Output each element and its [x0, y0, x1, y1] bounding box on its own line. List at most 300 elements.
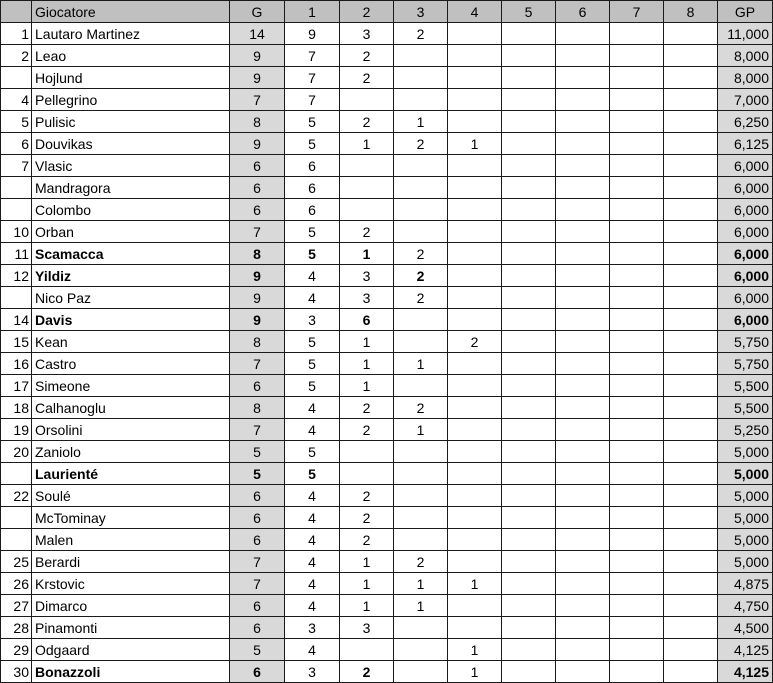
- count-cell-5: [502, 375, 556, 397]
- count-cell-3: [394, 309, 448, 331]
- count-cell-8: [664, 111, 718, 133]
- count-cell-4: [448, 221, 502, 243]
- count-cell-1: 5: [285, 133, 340, 155]
- g-cell: 5: [230, 441, 285, 463]
- count-cell-1: 4: [285, 573, 340, 595]
- table-row: [1, 45, 773, 67]
- count-cell-2: 2: [340, 221, 394, 243]
- count-cell-5: [502, 397, 556, 419]
- rank-cell: 25: [1, 551, 32, 573]
- count-cell-7: [610, 89, 664, 111]
- count-cell-1: 4: [285, 265, 340, 287]
- table-row: [1, 573, 773, 595]
- gp-cell: 5,000: [718, 463, 773, 485]
- count-cell-4: [448, 485, 502, 507]
- count-cell-5: [502, 89, 556, 111]
- count-cell-3: 1: [394, 573, 448, 595]
- count-cell-5: [502, 573, 556, 595]
- count-cell-4: [448, 45, 502, 67]
- count-cell-8: [664, 23, 718, 45]
- count-cell-4: [448, 529, 502, 551]
- table-row: [1, 199, 773, 221]
- count-cell-5: [502, 67, 556, 89]
- count-cell-6: [556, 199, 610, 221]
- count-cell-2: 2: [340, 661, 394, 683]
- gp-cell: 4,875: [718, 573, 773, 595]
- count-cell-3: [394, 617, 448, 639]
- count-cell-5: [502, 221, 556, 243]
- count-cell-2: 3: [340, 23, 394, 45]
- g-cell: 6: [230, 155, 285, 177]
- count-cell-7: [610, 309, 664, 331]
- count-cell-2: 2: [340, 67, 394, 89]
- header-row: [1, 1, 773, 23]
- count-cell-2: 1: [340, 595, 394, 617]
- count-cell-4: [448, 155, 502, 177]
- count-cell-3: [394, 199, 448, 221]
- header-col-6: 6: [556, 1, 610, 23]
- table-row: [1, 507, 773, 529]
- count-cell-6: [556, 287, 610, 309]
- count-cell-2: 1: [340, 573, 394, 595]
- count-cell-1: 9: [285, 23, 340, 45]
- count-cell-2: 2: [340, 507, 394, 529]
- count-cell-4: [448, 595, 502, 617]
- player-name-cell: Davis: [32, 309, 230, 331]
- count-cell-5: [502, 243, 556, 265]
- count-cell-3: [394, 89, 448, 111]
- count-cell-6: [556, 661, 610, 683]
- count-cell-4: 1: [448, 661, 502, 683]
- player-name-cell: Douvikas: [32, 133, 230, 155]
- count-cell-1: 4: [285, 529, 340, 551]
- count-cell-1: 7: [285, 67, 340, 89]
- count-cell-3: [394, 639, 448, 661]
- count-cell-1: 3: [285, 617, 340, 639]
- player-name-cell: Vlasic: [32, 155, 230, 177]
- gp-cell: 5,000: [718, 507, 773, 529]
- player-name-cell: Orban: [32, 221, 230, 243]
- count-cell-8: [664, 551, 718, 573]
- player-name-cell: Laurienté: [32, 463, 230, 485]
- count-cell-8: [664, 573, 718, 595]
- gp-cell: 4,500: [718, 617, 773, 639]
- count-cell-4: [448, 353, 502, 375]
- count-cell-8: [664, 617, 718, 639]
- count-cell-5: [502, 287, 556, 309]
- count-cell-6: [556, 133, 610, 155]
- rank-cell: 22: [1, 485, 32, 507]
- count-cell-2: [340, 199, 394, 221]
- count-cell-3: 2: [394, 133, 448, 155]
- table-row: [1, 529, 773, 551]
- player-name-cell: Berardi: [32, 551, 230, 573]
- header-rank: [1, 1, 32, 23]
- header-col-7: 7: [610, 1, 664, 23]
- table-row: [1, 551, 773, 573]
- count-cell-3: [394, 67, 448, 89]
- gp-cell: 4,750: [718, 595, 773, 617]
- count-cell-5: [502, 529, 556, 551]
- count-cell-2: 2: [340, 529, 394, 551]
- player-name-cell: Colombo: [32, 199, 230, 221]
- count-cell-2: 2: [340, 419, 394, 441]
- count-cell-1: 4: [285, 287, 340, 309]
- header-col-3: 3: [394, 1, 448, 23]
- rank-cell: 2: [1, 45, 32, 67]
- gp-cell: 6,000: [718, 177, 773, 199]
- table-row: [1, 265, 773, 287]
- count-cell-1: 5: [285, 221, 340, 243]
- count-cell-1: 6: [285, 177, 340, 199]
- count-cell-8: [664, 89, 718, 111]
- rank-cell: [1, 463, 32, 485]
- g-cell: 9: [230, 309, 285, 331]
- g-cell: 5: [230, 463, 285, 485]
- g-cell: 7: [230, 221, 285, 243]
- count-cell-6: [556, 111, 610, 133]
- player-name-cell: Castro: [32, 353, 230, 375]
- gp-cell: 6,000: [718, 265, 773, 287]
- count-cell-3: [394, 661, 448, 683]
- gp-cell: 5,500: [718, 397, 773, 419]
- count-cell-3: 1: [394, 111, 448, 133]
- count-cell-7: [610, 45, 664, 67]
- count-cell-6: [556, 529, 610, 551]
- count-cell-3: [394, 155, 448, 177]
- gp-cell: 5,750: [718, 331, 773, 353]
- g-cell: 7: [230, 551, 285, 573]
- rank-cell: 17: [1, 375, 32, 397]
- count-cell-8: [664, 463, 718, 485]
- count-cell-8: [664, 441, 718, 463]
- count-cell-7: [610, 111, 664, 133]
- gp-cell: 5,750: [718, 353, 773, 375]
- rank-cell: 26: [1, 573, 32, 595]
- count-cell-4: [448, 287, 502, 309]
- count-cell-1: 4: [285, 419, 340, 441]
- count-cell-8: [664, 221, 718, 243]
- header-player: Giocatore: [32, 1, 230, 23]
- count-cell-3: [394, 507, 448, 529]
- count-cell-5: [502, 23, 556, 45]
- g-cell: 9: [230, 133, 285, 155]
- count-cell-8: [664, 397, 718, 419]
- g-cell: 6: [230, 177, 285, 199]
- count-cell-6: [556, 177, 610, 199]
- player-name-cell: Dimarco: [32, 595, 230, 617]
- count-cell-3: [394, 375, 448, 397]
- count-cell-7: [610, 287, 664, 309]
- count-cell-3: 1: [394, 419, 448, 441]
- gp-cell: 5,000: [718, 529, 773, 551]
- count-cell-6: [556, 485, 610, 507]
- player-name-cell: Hojlund: [32, 67, 230, 89]
- count-cell-4: [448, 199, 502, 221]
- count-cell-5: [502, 507, 556, 529]
- count-cell-7: [610, 331, 664, 353]
- count-cell-3: [394, 221, 448, 243]
- player-name-cell: Soulé: [32, 485, 230, 507]
- count-cell-6: [556, 551, 610, 573]
- count-cell-8: [664, 375, 718, 397]
- count-cell-5: [502, 639, 556, 661]
- gp-cell: 6,125: [718, 133, 773, 155]
- count-cell-7: [610, 617, 664, 639]
- rank-cell: [1, 67, 32, 89]
- table-row: [1, 89, 773, 111]
- count-cell-5: [502, 155, 556, 177]
- g-cell: 6: [230, 507, 285, 529]
- count-cell-8: [664, 507, 718, 529]
- count-cell-5: [502, 199, 556, 221]
- count-cell-3: 2: [394, 23, 448, 45]
- count-cell-3: [394, 331, 448, 353]
- count-cell-8: [664, 199, 718, 221]
- count-cell-7: [610, 265, 664, 287]
- count-cell-2: 3: [340, 617, 394, 639]
- table-row: [1, 67, 773, 89]
- count-cell-7: [610, 221, 664, 243]
- rank-cell: 20: [1, 441, 32, 463]
- count-cell-7: [610, 397, 664, 419]
- rank-cell: [1, 199, 32, 221]
- count-cell-6: [556, 221, 610, 243]
- count-cell-4: [448, 617, 502, 639]
- count-cell-7: [610, 67, 664, 89]
- count-cell-6: [556, 309, 610, 331]
- count-cell-8: [664, 595, 718, 617]
- g-cell: 9: [230, 67, 285, 89]
- table-row: [1, 595, 773, 617]
- count-cell-3: 1: [394, 353, 448, 375]
- count-cell-1: 4: [285, 397, 340, 419]
- rank-cell: 11: [1, 243, 32, 265]
- rank-cell: 30: [1, 661, 32, 683]
- count-cell-6: [556, 639, 610, 661]
- count-cell-4: [448, 89, 502, 111]
- gp-cell: 6,250: [718, 111, 773, 133]
- count-cell-6: [556, 419, 610, 441]
- g-cell: 8: [230, 111, 285, 133]
- count-cell-4: 1: [448, 639, 502, 661]
- count-cell-4: [448, 419, 502, 441]
- gp-cell: 6,000: [718, 243, 773, 265]
- count-cell-6: [556, 155, 610, 177]
- g-cell: 9: [230, 265, 285, 287]
- rank-cell: 18: [1, 397, 32, 419]
- count-cell-7: [610, 463, 664, 485]
- count-cell-8: [664, 529, 718, 551]
- count-cell-5: [502, 463, 556, 485]
- count-cell-2: 1: [340, 243, 394, 265]
- gp-cell: 5,000: [718, 551, 773, 573]
- count-cell-1: 5: [285, 463, 340, 485]
- count-cell-3: 2: [394, 287, 448, 309]
- count-cell-5: [502, 111, 556, 133]
- player-name-cell: Pulisic: [32, 111, 230, 133]
- count-cell-4: [448, 265, 502, 287]
- count-cell-1: 4: [285, 639, 340, 661]
- rank-cell: [1, 529, 32, 551]
- g-cell: 6: [230, 529, 285, 551]
- count-cell-4: [448, 177, 502, 199]
- g-cell: 6: [230, 661, 285, 683]
- table-row: [1, 23, 773, 45]
- count-cell-7: [610, 441, 664, 463]
- count-cell-5: [502, 331, 556, 353]
- count-cell-6: [556, 375, 610, 397]
- table-row: [1, 155, 773, 177]
- count-cell-3: [394, 45, 448, 67]
- count-cell-3: 2: [394, 243, 448, 265]
- table-row: [1, 133, 773, 155]
- header-col-4: 4: [448, 1, 502, 23]
- g-cell: 8: [230, 397, 285, 419]
- count-cell-2: 1: [340, 331, 394, 353]
- count-cell-1: 5: [285, 331, 340, 353]
- count-cell-5: [502, 45, 556, 67]
- header-col-2: 2: [340, 1, 394, 23]
- count-cell-1: 5: [285, 441, 340, 463]
- count-cell-6: [556, 573, 610, 595]
- rank-cell: 6: [1, 133, 32, 155]
- count-cell-4: [448, 463, 502, 485]
- count-cell-6: [556, 595, 610, 617]
- g-cell: 6: [230, 617, 285, 639]
- count-cell-2: 2: [340, 111, 394, 133]
- player-name-cell: Pellegrino: [32, 89, 230, 111]
- count-cell-8: [664, 485, 718, 507]
- table-row: [1, 243, 773, 265]
- count-cell-5: [502, 551, 556, 573]
- count-cell-6: [556, 507, 610, 529]
- count-cell-4: [448, 397, 502, 419]
- count-cell-6: [556, 243, 610, 265]
- count-cell-6: [556, 441, 610, 463]
- rank-cell: 28: [1, 617, 32, 639]
- count-cell-7: [610, 419, 664, 441]
- count-cell-7: [610, 661, 664, 683]
- player-name-cell: Simeone: [32, 375, 230, 397]
- table-row: [1, 221, 773, 243]
- gp-cell: 6,000: [718, 309, 773, 331]
- count-cell-5: [502, 309, 556, 331]
- table-row: [1, 331, 773, 353]
- count-cell-7: [610, 639, 664, 661]
- count-cell-1: 3: [285, 661, 340, 683]
- player-name-cell: Lautaro Martinez: [32, 23, 230, 45]
- count-cell-2: 1: [340, 375, 394, 397]
- count-cell-2: 2: [340, 397, 394, 419]
- player-name-cell: Bonazzoli: [32, 661, 230, 683]
- player-name-cell: Odgaard: [32, 639, 230, 661]
- player-name-cell: Orsolini: [32, 419, 230, 441]
- rank-cell: [1, 177, 32, 199]
- table-row: [1, 353, 773, 375]
- count-cell-4: 1: [448, 133, 502, 155]
- count-cell-3: [394, 441, 448, 463]
- count-cell-2: 1: [340, 551, 394, 573]
- g-cell: 6: [230, 375, 285, 397]
- count-cell-5: [502, 353, 556, 375]
- header-g: G: [230, 1, 285, 23]
- count-cell-8: [664, 45, 718, 67]
- count-cell-7: [610, 353, 664, 375]
- count-cell-5: [502, 595, 556, 617]
- count-cell-2: 2: [340, 485, 394, 507]
- rank-cell: [1, 507, 32, 529]
- count-cell-5: [502, 177, 556, 199]
- g-cell: 5: [230, 639, 285, 661]
- gp-cell: 8,000: [718, 67, 773, 89]
- count-cell-7: [610, 507, 664, 529]
- count-cell-1: 3: [285, 309, 340, 331]
- g-cell: 9: [230, 287, 285, 309]
- count-cell-7: [610, 23, 664, 45]
- count-cell-1: 5: [285, 111, 340, 133]
- count-cell-8: [664, 661, 718, 683]
- count-cell-7: [610, 199, 664, 221]
- count-cell-3: 1: [394, 595, 448, 617]
- gp-cell: 4,125: [718, 661, 773, 683]
- count-cell-7: [610, 243, 664, 265]
- count-cell-2: [340, 639, 394, 661]
- table-row: [1, 617, 773, 639]
- count-cell-8: [664, 309, 718, 331]
- player-name-cell: Pinamonti: [32, 617, 230, 639]
- gp-cell: 6,000: [718, 221, 773, 243]
- table-row: [1, 419, 773, 441]
- count-cell-4: [448, 23, 502, 45]
- count-cell-7: [610, 485, 664, 507]
- count-cell-2: [340, 441, 394, 463]
- count-cell-7: [610, 551, 664, 573]
- player-name-cell: Yildiz: [32, 265, 230, 287]
- count-cell-6: [556, 331, 610, 353]
- gp-cell: 7,000: [718, 89, 773, 111]
- gp-cell: 5,000: [718, 441, 773, 463]
- count-cell-3: 2: [394, 551, 448, 573]
- count-cell-1: 6: [285, 199, 340, 221]
- g-cell: 6: [230, 199, 285, 221]
- rank-cell: 4: [1, 89, 32, 111]
- count-cell-5: [502, 419, 556, 441]
- table-row: [1, 485, 773, 507]
- g-cell: 7: [230, 573, 285, 595]
- gp-cell: 5,250: [718, 419, 773, 441]
- count-cell-8: [664, 265, 718, 287]
- count-cell-2: [340, 463, 394, 485]
- player-name-cell: Mandragora: [32, 177, 230, 199]
- count-cell-2: [340, 155, 394, 177]
- count-cell-8: [664, 353, 718, 375]
- count-cell-4: [448, 67, 502, 89]
- count-cell-2: 6: [340, 309, 394, 331]
- table-row: [1, 397, 773, 419]
- g-cell: 14: [230, 23, 285, 45]
- gp-cell: 4,125: [718, 639, 773, 661]
- count-cell-2: 2: [340, 45, 394, 67]
- header-col-8: 8: [664, 1, 718, 23]
- player-name-cell: Malen: [32, 529, 230, 551]
- player-name-cell: Kean: [32, 331, 230, 353]
- table-row: [1, 111, 773, 133]
- rank-cell: 7: [1, 155, 32, 177]
- count-cell-4: [448, 309, 502, 331]
- count-cell-1: 5: [285, 353, 340, 375]
- rank-cell: 16: [1, 353, 32, 375]
